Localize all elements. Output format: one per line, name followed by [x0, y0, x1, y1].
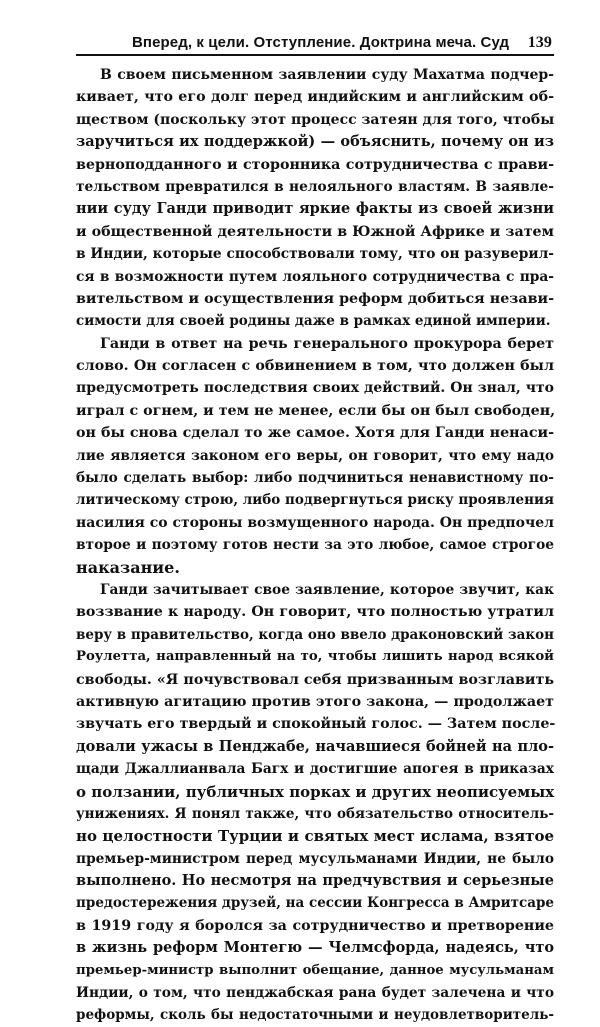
text-line: довали ужасы в Пенджабе, начавшиеся бойней на пло- — [76, 737, 554, 755]
text-line: симости для своей родины даже в рамках единой империи. — [76, 313, 551, 330]
text-line: ся в возможности путем лояльного сотрудничества с пра- — [76, 268, 554, 285]
text-line: унижениях. Я понял также, что обязательство относитель- — [76, 805, 554, 822]
text-line: Ганди зачитывает свое заявление, которое звучит, как — [100, 581, 554, 598]
text-line: нии суду Ганди приводит яркие факты из своей жизни — [76, 200, 554, 218]
text-line: активную агитацию против этого закона, — продолжает — [76, 693, 554, 710]
text-line: играл с огнем, и тем не менее, если бы он был свободен, — [76, 402, 556, 419]
text-line: тельством превратился в нелояльного властям. В заявле- — [76, 178, 554, 195]
text-line: кивает, что его долг перед индийским и английским об- — [76, 89, 554, 106]
text-line: Индии, о том, что пенджабская рана будет залечена и что — [76, 985, 554, 1002]
text-line: веру в правительство, когда оно ввело драконовский закон — [76, 626, 554, 643]
text-line: насилия со стороны возмущенного народа. Он предпочел — [76, 514, 554, 531]
text-line: верноподданного и сторонника сотрудничества с прави- — [76, 156, 554, 173]
text-line: но целостности Турции и святых мест ислама, взятое — [76, 827, 554, 846]
text-line: Ганди в ответ на речь генерального прокурора берет — [100, 335, 554, 352]
text-line: предостережения друзей, на сессии Конгресса в Амритсаре — [76, 895, 554, 912]
text-line: ществом (поскольку этот процесс затеян для того, чтобы — [76, 111, 555, 128]
text-line: щади Джаллианвала Багх и достигшие апогея в приказах — [76, 761, 554, 778]
text-line: свободы. «Я почувствовал себя призванным возглавить — [76, 671, 554, 688]
text-line: лие является законом его веры, он говорит, что ему надо — [76, 447, 554, 464]
text-line: и общественной деятельности в Южной Африке и затем — [76, 223, 554, 240]
text-line: предусмотреть последствия своих действий. Он знал, что — [76, 380, 554, 397]
text-line: слово. Он согласен с обвинением в том, что должен был — [76, 358, 554, 375]
text-line: в жизнь реформ Монтегю — Челмсфорда, надеясь, что — [76, 939, 554, 957]
text-line: заручиться их поддержкой) — объяснить, почему он из — [76, 133, 554, 151]
text-line: наказание. — [76, 557, 180, 577]
text-line: в Индии, которые способствовали тому, что он разуверил- — [76, 246, 554, 263]
running-title: Вперед, к цели. Отступление. Доктрина меча. Суд — [132, 34, 510, 51]
text-line: в 1919 году я боролся за сотрудничество и претворение — [76, 917, 554, 934]
text-line: второе и поэтому готов нести за это любое, самое строгое — [76, 537, 554, 554]
text-line: Роулетта, направленный на то, чтобы лишить народ всякой — [76, 649, 554, 665]
text-line: о ползании, публичных порках и других неописуемых — [76, 782, 555, 801]
text-line: В своем письменном заявлении суду Махатма подчер- — [100, 67, 554, 83]
text-line: выполнено. Но несмотря на предчувствия и серьезные — [76, 872, 554, 890]
body-text — [76, 64, 554, 1027]
text-line: реформы, сколь бы недостаточными и неудовлетворитель- — [76, 1007, 554, 1024]
text-line: он бы снова сделал то же самое. Хотя для Ганди ненаси- — [76, 425, 554, 442]
page-number: 139 — [527, 34, 552, 51]
text-line: литическому строю, либо подвергнуться риску проявления — [76, 492, 554, 509]
header-rule — [76, 54, 554, 56]
text-line: было сделать выбор: либо подчиниться ненавистному по- — [76, 470, 554, 487]
text-line: премьер-министр выполнит обещание, данное мусульманам — [76, 962, 554, 978]
text-line: звучать его твердый и спокойный голос. — Затем после- — [76, 716, 556, 733]
running-head — [76, 30, 554, 54]
text-line: вительством и осуществления реформ добиться незави- — [76, 290, 554, 307]
text-line: воззвание к народу. Он говорит, что полностью утратил — [76, 604, 554, 621]
text-line: премьер-министром перед мусульманами Индии, не было — [76, 850, 554, 867]
